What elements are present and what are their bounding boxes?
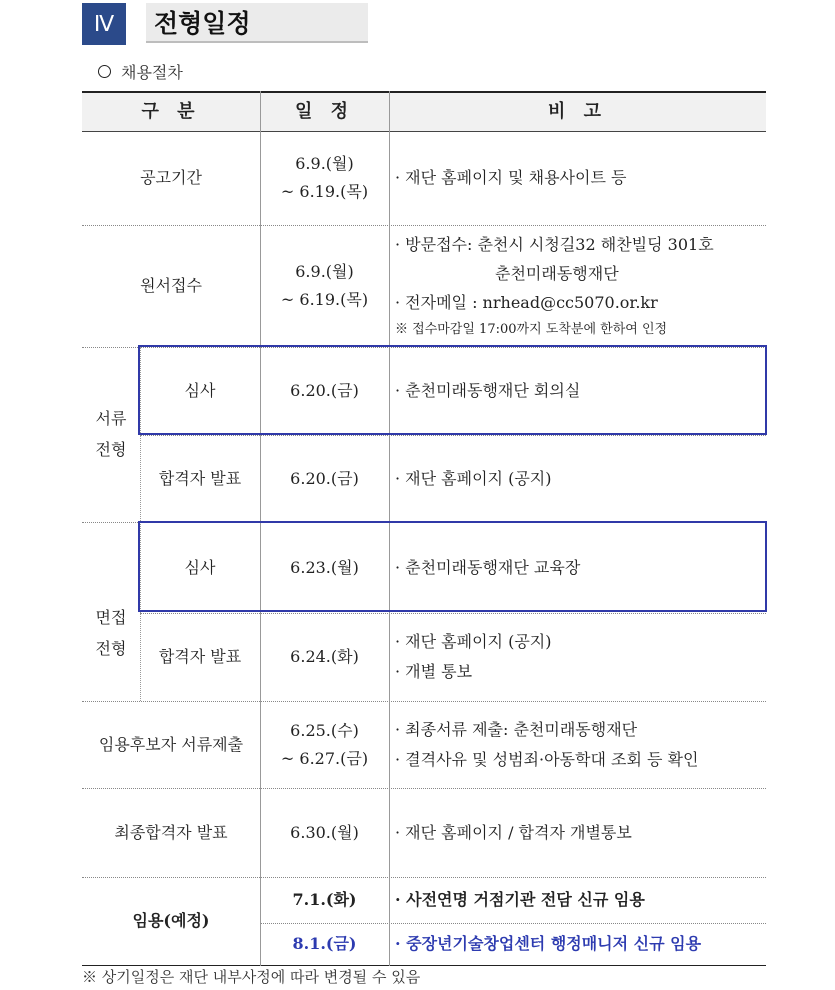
note-line: · 재단 홈페이지 (공지)	[395, 632, 552, 652]
note-line: · 재단 홈페이지 및 채용사이트 등	[395, 168, 627, 188]
note-line: 춘천미래동행재단	[495, 263, 619, 283]
header-category: 구 분	[141, 101, 201, 123]
row-date-doc-result: 6.20.(금)	[290, 468, 359, 488]
row-date-hire-2: 8.1.(금)	[292, 934, 357, 953]
row-date-doc-review: 6.20.(금)	[290, 381, 359, 400]
note-line: · 춘천미래동행재단 교육장	[395, 557, 581, 577]
note-line: · 재단 홈페이지 (공지)	[395, 468, 552, 488]
header-date: 일 정	[294, 101, 355, 123]
row-label-final: 최종합격자 발표	[114, 822, 228, 842]
row-label-doc-result: 합격자 발표	[158, 468, 242, 488]
row-note-int-result	[395, 613, 765, 701]
date-start: 6.25.(수)	[290, 720, 359, 740]
date-end: ~ 6.19.(목)	[280, 290, 369, 309]
date-end: ~ 6.19.(목)	[280, 182, 369, 201]
date-end: ~ 6.27.(금)	[280, 748, 369, 768]
section-title: 전형일정	[146, 3, 368, 43]
date-start: 6.9.(월)	[295, 262, 354, 281]
row-note-apply	[395, 225, 765, 347]
highlight-box-doc-review	[138, 345, 767, 435]
row-date-int-review: 6.23.(월)	[290, 557, 359, 577]
highlight-box-int-review	[138, 521, 767, 612]
row-note-final	[395, 788, 765, 877]
row-date-announce	[260, 131, 389, 225]
row-date-int-result: 6.24.(화)	[290, 647, 359, 666]
date-start: 6.9.(월)	[295, 154, 354, 173]
row-date-final: 6.30.(월)	[290, 822, 359, 842]
note-line: · 사전연명 거점기관 전담 신규 임용	[395, 890, 645, 910]
group-label-document: 서류 전형	[95, 409, 127, 459]
row-note-hire-1	[395, 877, 765, 923]
subheading-text: 채용절차	[121, 63, 183, 82]
row-label-int-result: 합격자 발표	[158, 647, 242, 666]
subheading	[98, 60, 183, 83]
section-number-badge: Ⅳ	[82, 3, 126, 45]
row-label-hire: 임용(예정)	[132, 911, 210, 930]
row-date-hire-1: 7.1.(화)	[292, 890, 357, 909]
note-line: · 방문접수: 춘천시 시청길32 해찬빌딩 301호	[395, 235, 714, 255]
header-remarks: 비 고	[547, 101, 608, 123]
row-note-candidate	[395, 701, 765, 788]
note-line: ※ 접수마감일 17:00까지 도착분에 한하여 인정	[395, 321, 668, 337]
row-note-hire-2	[395, 923, 765, 965]
row-note-doc-result	[395, 435, 765, 522]
note-line: · 개별 통보	[395, 662, 473, 681]
row-note-announce	[395, 131, 765, 225]
row-label-announce: 공고기간	[140, 168, 202, 187]
note-line: · 최종서류 제출: 춘천미래동행재단	[395, 719, 638, 739]
note-line: · 전자메일 : nrhead@cc5070.or.kr	[395, 292, 658, 312]
note-line: · 결격사유 및 성범죄·아동학대 조회 등 확인	[395, 749, 699, 769]
note-line: · 재단 홈페이지 / 합격자 개별통보	[395, 822, 632, 842]
footer-note: ※ 상기일정은 재단 내부사정에 따라 변경될 수 있음	[82, 968, 421, 986]
circle-bullet-icon	[98, 65, 111, 78]
row-label-apply: 원서접수	[140, 276, 202, 295]
row-date-candidate	[260, 701, 389, 788]
group-label-interview: 면접 전형	[95, 608, 127, 658]
note-line: · 중장년기술창업센터 행정매니저 신규 임용	[395, 934, 702, 954]
schedule-table	[82, 91, 766, 966]
note-line: · 춘천미래동행재단 회의실	[395, 381, 581, 401]
row-label-candidate: 임용후보자 서류제출	[98, 734, 244, 754]
row-label-doc-review: 심사	[184, 381, 216, 400]
row-label-int-review: 심사	[184, 557, 216, 577]
row-date-apply	[260, 225, 389, 347]
